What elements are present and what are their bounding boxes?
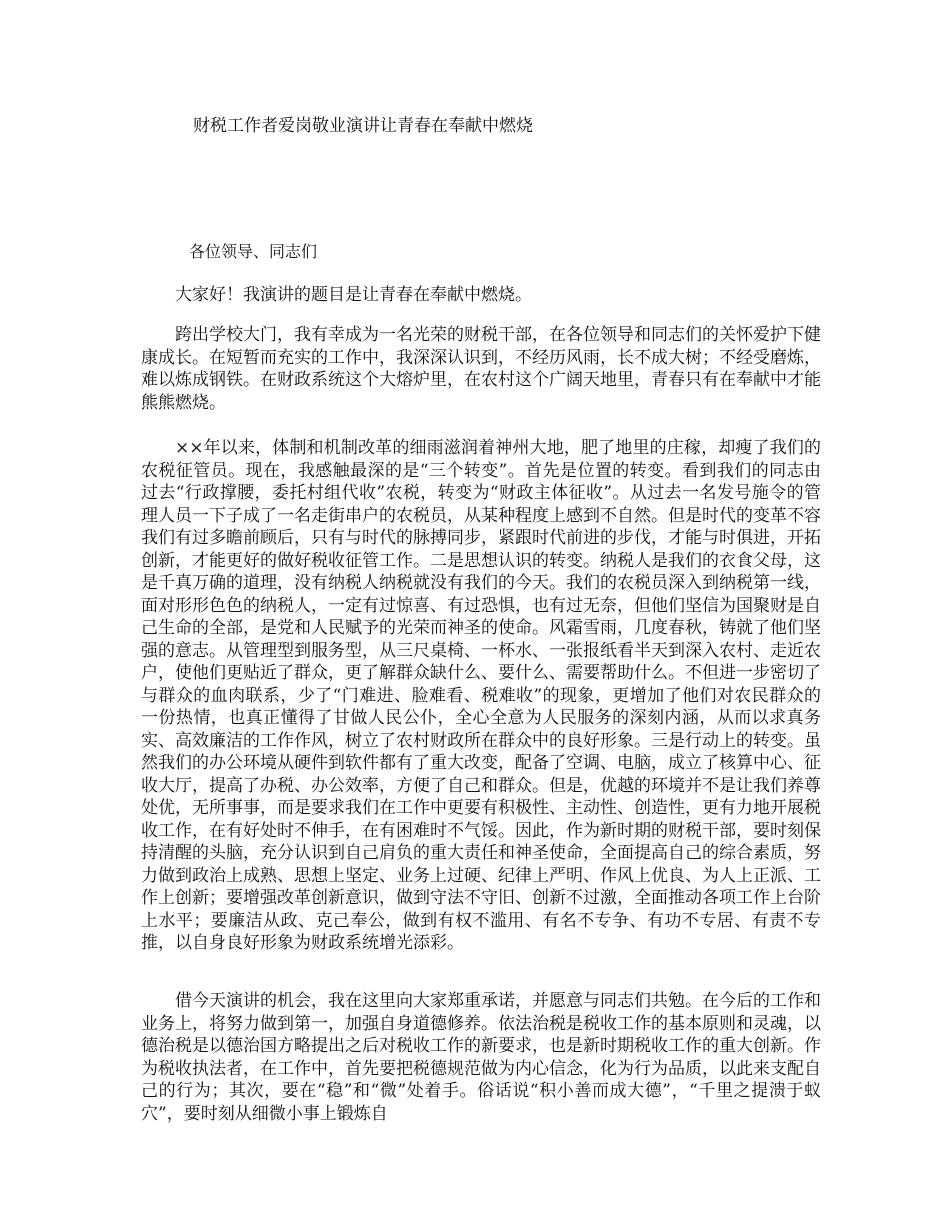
salutation: 各位领导、同志们 bbox=[189, 242, 318, 261]
document-title: 财税工作者爱岗敬业演讲让青春在奉献中燃烧 bbox=[193, 116, 533, 136]
paragraph: 借今天演讲的机会，我在这里向大家郑重承诺，并愿意与同志们共勉。在今后的工作和业务上，将努力做到第一，加强自身道德修养。依法治税是税收工作的基本原则和灵魂，以德治税是以德治国方略提出之后对税收工作的新要求，也是新时期税收工作的重大创新。作为税收执法者，在工作中，首先要把税德规范做为内心信念，化为行为品质，以此来支配自己的行为；其次，要在“稳”和“微”处着手。俗话说“积小善而成大德”，“千里之提溃于蚁穴”，要时刻从细微小事上锻炼自 bbox=[141, 991, 821, 1124]
paragraph: 跨出学校大门，我有幸成为一名光荣的财税干部，在各位领导和同志们的关怀爱护下健康成长。在短暂而充实的工作中，我深深认识到，不经历风雨，长不成大树；不经受磨炼，难以炼成钢铁。在财政系统这个大熔炉里，在农村这个广阔天地里，青春只有在奉献中才能熊熊燃烧。 bbox=[141, 325, 821, 413]
paragraph-greeting: 大家好！我演讲的题目是让青春在奉献中燃烧。 bbox=[175, 285, 532, 305]
paragraph: ××年以来，体制和机制改革的细雨滋润着神州大地，肥了地里的庄稼，却瘦了我们的农税征管员。现在，我感触最深的是“三个转变”。首先是位置的转变。看到我们的同志由过去“行政撑腰，委托村组代收”农税，转变为“财政主体征收”。从过去一名发号施令的管理人员一下子成了一名走街串户的农税员，从某种程度上感到不自然。但是时代的变革不容我们有过多瞻前顾后，只有与时代的脉搏同步，紧跟时代前进的步伐，才能与时俱进，开拓创新，才能更好的做好税收征管工作。二是思想认识的转变。纳税人是我们的衣食父母，这是千真万确的道理，没有纳税人纳税就没有我们的今天。我们的农税员深入到纳税第一线，面对形形色色的纳税人，一定有过惊喜、有过恐惧，也有过无奈，但他们坚信为国聚财是自己生命的全部，是党和人民赋予的光荣而神圣的使命。风霜雪雨，几度春秋，铸就了他们坚强的意志。从管理型到服务型，从三尺桌椅、一杯水、一张报纸看半天到深入农村、走近农户，使他们更贴近了群众，更了解群众缺什么、要什么、需要帮助什么。不但进一步密切了与群众的血肉联系，少了“门难进、脸难看、税难收”的现象，更增加了他们对农民群众的一份热情，也真正懂得了甘做人民公仆，全心全意为人民服务的深刻内涵，从而以求真务实、高效廉洁的工作作风，树立了农村财政所在群众中的良好形象。三是行动上的转变。虽然我们的办公环境从硬件到软件都有了重大改变，配备了空调、电脑，成立了核算中心、征收大厅，提高了办税、办公效率，方便了自己和群众。但是，优越的环境并不是让我们养尊处优，无所事事，而是要求我们在工作中更要有积极性、主动性、创造性，更有力地开展税收工作，在有好处时不伸手，在有困难时不气馁。因此，作为新时期的财税干部，要时刻保持清醒的头脑，充分认识到自己肩负的重大责任和神圣使命，全面提高自己的综合素质，努力做到政治上成熟、思想上坚定、业务上过硬、纪律上严明、作风上优良、为人上正派、工作上创新；要增强改革创新意识，做到守法不守旧、创新不过激，全面推动各项工作上台阶上水平；要廉洁从政、克己奉公，做到有权不滥用、有名不专争、有功不专居、有责不专推，以自身良好形象为财政系统增光添彩。 bbox=[141, 438, 821, 953]
